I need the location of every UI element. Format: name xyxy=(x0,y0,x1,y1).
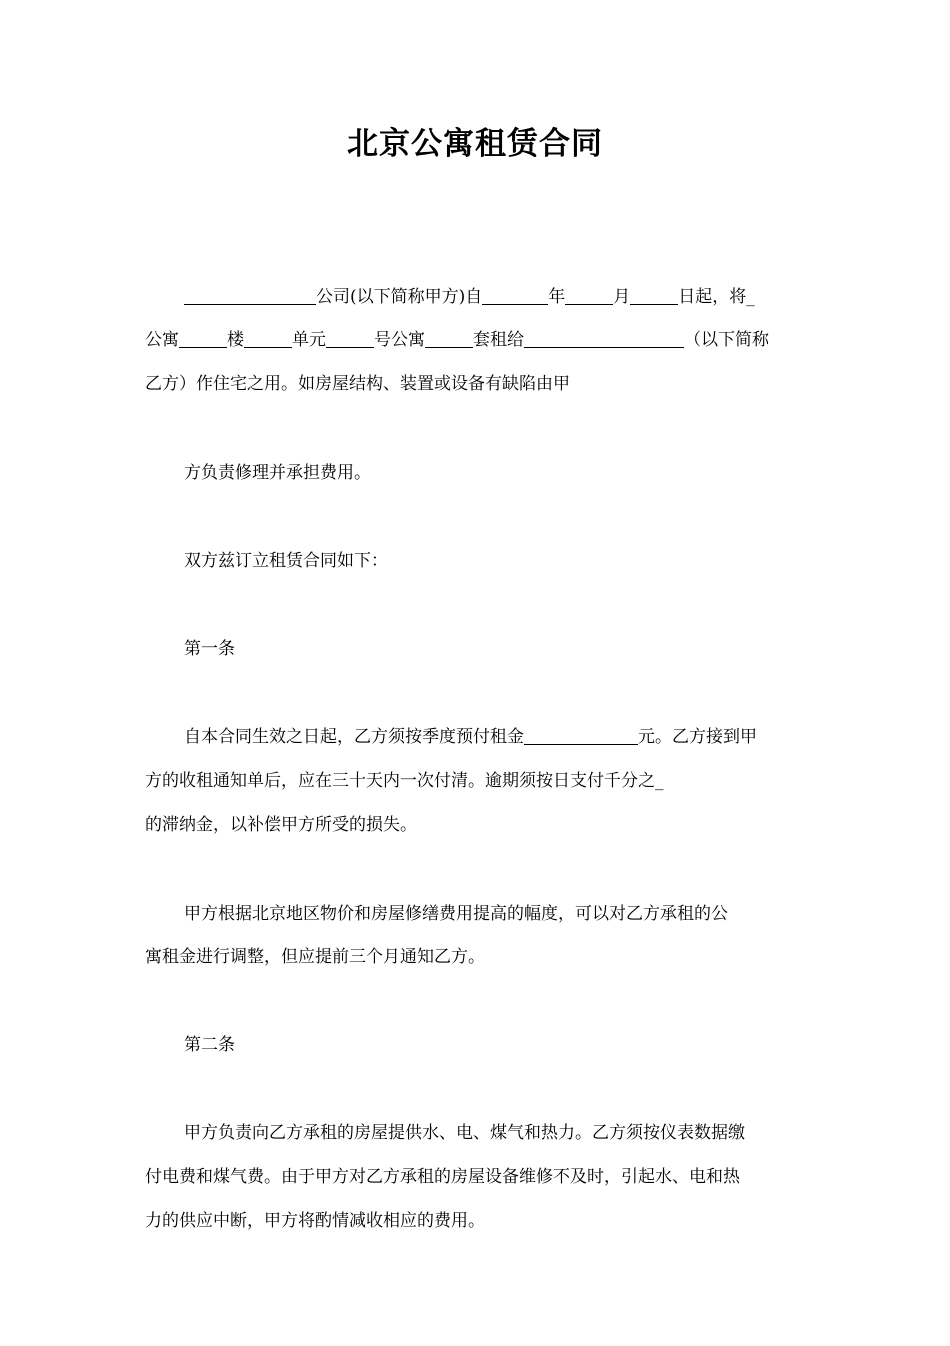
preamble-text: 单元 xyxy=(292,330,326,350)
intro-text: 双方兹订立租赁合同如下： xyxy=(184,551,388,571)
day-blank xyxy=(630,287,678,305)
article-1-para-2-line-1: 甲方根据北京地区物价和房屋修缮费用提高的幅度，可以对乙方承租的公 xyxy=(184,904,728,924)
preamble-text: 月 xyxy=(613,287,631,307)
preamble-text: 号公寓 xyxy=(374,330,425,350)
apartment-number-blank xyxy=(326,330,374,348)
preamble-line-4: 方负责修理并承担费用。 xyxy=(184,463,371,483)
article-2-para-1-line-2: 付电费和煤气费。由于甲方对乙方承租的房屋设备维修不及时，引起水、电和热 xyxy=(145,1167,740,1187)
article-1-para-1-line-1 xyxy=(184,725,814,749)
article-2-heading: 第二条 xyxy=(184,1035,235,1055)
preamble-text: 日起，将_ xyxy=(678,287,755,307)
article-2-para-1-line-3: 力的供应中断，甲方将酌情减收相应的费用。 xyxy=(145,1211,485,1231)
building-blank xyxy=(179,330,227,348)
rent-amount-blank xyxy=(524,727,638,745)
preamble-line-2 xyxy=(145,328,815,352)
article-1-para-1-line-3: 的滞纳金，以补偿甲方所受的损失。 xyxy=(145,815,417,835)
page-title: 北京公寓租赁合同 xyxy=(347,126,603,162)
article-text: 自本合同生效之日起，乙方须按季度预付租金 xyxy=(184,727,524,747)
article-text: 元。乙方接到甲 xyxy=(638,727,757,747)
month-blank xyxy=(565,287,613,305)
year-blank xyxy=(482,287,548,305)
article-2-para-1-line-1: 甲方负责向乙方承租的房屋提供水、电、煤气和热力。乙方须按仪表数据缴 xyxy=(184,1123,745,1143)
article-1-para-2-line-2: 寓租金进行调整，但应提前三个月通知乙方。 xyxy=(145,947,485,967)
tenant-name-blank xyxy=(524,330,684,348)
preamble-text: （以下简称 xyxy=(684,330,769,350)
unit-count-blank xyxy=(425,330,473,348)
preamble-text: 年 xyxy=(548,287,566,307)
unit-blank xyxy=(244,330,292,348)
preamble-text: 公司(以下简称甲方)自 xyxy=(316,287,483,307)
article-1-para-1-line-2: 方的收租通知单后，应在三十天内一次付清。逾期须按日支付千分之_ xyxy=(145,771,664,791)
preamble-text: 公寓 xyxy=(145,330,179,350)
company-name-blank xyxy=(184,287,316,305)
article-1-heading: 第一条 xyxy=(184,639,235,659)
preamble-text: 套租给 xyxy=(473,330,524,350)
preamble-line-1 xyxy=(184,285,814,309)
preamble-line-3: 乙方）作住宅之用。如房屋结构、装置或设备有缺陷由甲 xyxy=(145,374,570,394)
preamble-text: 楼 xyxy=(227,330,244,350)
